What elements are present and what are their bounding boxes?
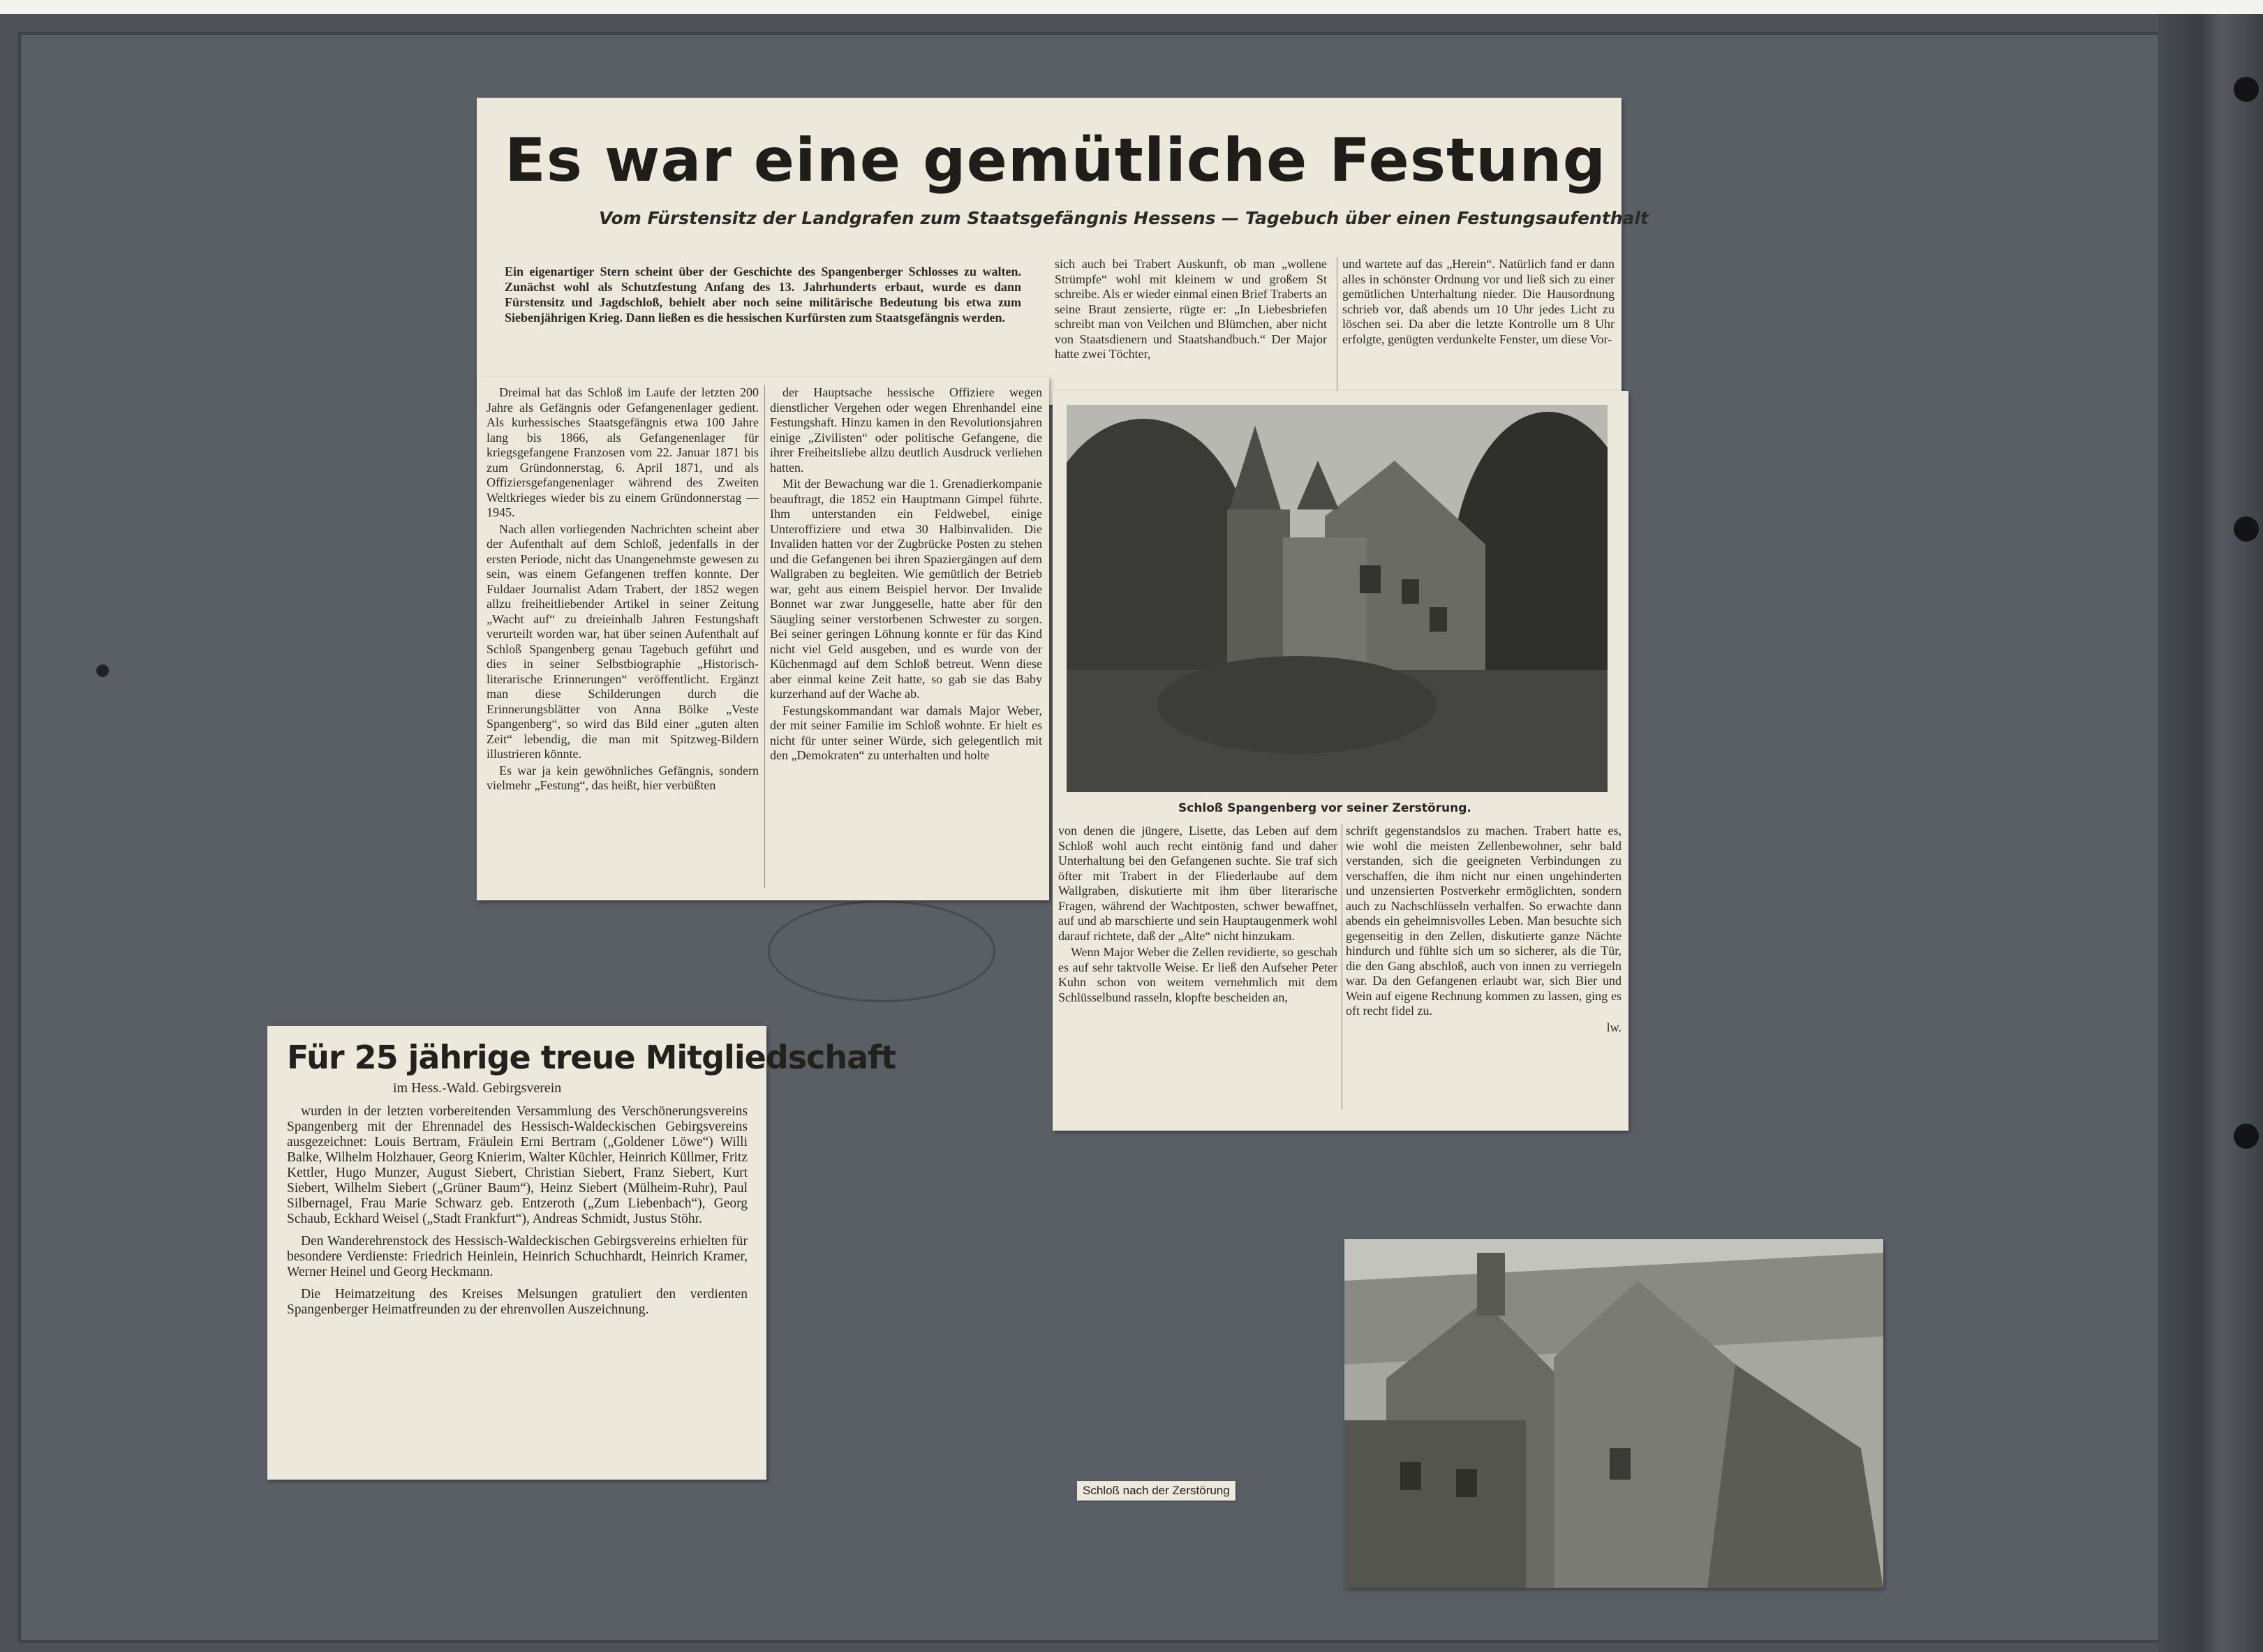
article-column-3-bottom [1058,824,1337,1006]
article-signature: lw. [1606,1020,1622,1034]
castle-photo [1067,405,1608,792]
article-column-1 [487,385,759,795]
article-subheadline: Vom Fürstensitz der Landgrafen zum Staatsgefängnis Hessens — Tagebuch über einen Festungsaufenthalt [599,208,1649,228]
album-spine [2158,14,2263,1652]
castle-photo-image [1067,405,1608,792]
column-1-paragraph: Es war ja kein gewöhnliches Gefängnis, sondern vielmehr „Festung“, das heißt, hier verbüßten [487,763,759,792]
binder-hole [2234,77,2259,102]
column-3-paragraph: von denen die jüngere, Lisette, das Leben auf dem Schloß wohl auch recht eintönig fand und daher Unterhaltung bei den Gefangenen suchte. Sie traf sich öfter mit Trabert in der Fliederlaube auf dem Wallgraben, diskutierte mit ihm über literarische Fragen, während der Wachtposten, schwer bewaffnet, auf und ab marschierte und sein Hauptaugenmerk wohl darauf richtete, daß der „Alte“ nicht hinzukam. [1058,824,1337,943]
article-column-4-top: und wartete auf das „Herein“. Natürlich fand er dann alles in schönster Ordnung vor und ließ sich zu einer gemütlichen Unterhaltung nieder. Die Hausordnung schrieb vor, daß abends um 10 Uhr jedes Licht zu löschen sei. Da aber die letzte Kontrolle um 8 Uhr erfolgte, genügten verdunkelte Fenster, um diese Vor- [1342,257,1615,346]
column-4-paragraph: schrift gegenstandslos zu machen. Trabert hatte es, wie wohl die meisten Zellenbewohner, sehr bald verstanden, sich die geeigneten Verbindungen zu verschaffen, die ihm nicht nur einen ungehinderten und unzensierten Postverkehr ermöglichten, sondern auch zu Nachschlüsseln verhalfen. So erwachte dann abends ein geheimnisvolles Leben. Man besuchte sich gegenseitig in den Zellen, diskutierte ganze Nächte hindurch und fühlte sich um so sicherer, als die Tür, die den Gang abschloß, auch von innen zu verriegeln war. Da den Gefangenen erlaubt war, sich Bier und Wein auf eigene Rechnung kommen zu lassen, ging es oft recht fidel zu. [1346,824,1622,1018]
article-clipping-columns [477,377,1049,900]
article-clipping-photo-section [1053,391,1628,1131]
column-rule [764,385,765,888]
article-intro: Ein eigenartiger Stern scheint über der Geschichte des Spangenberger Schlosses zu walten. Zunächst wohl als Schutzfestung Anfang des 13. Jahrhunderts erbaut, wurde es dann Fürstensitz und Jagdschloß, behielt aber noch seine militärische Bedeutung bis etwa zum Siebenjährigen Krieg. Dann ließen es die hessischen Kurfürsten zum Staatsgefängnis werden. [505,265,1021,325]
binder-hole [2234,516,2259,542]
article-column-2 [770,385,1042,765]
membership-clipping [267,1026,896,1480]
column-1-paragraph: Dreimal hat das Schloß im Laufe der letzten 200 Jahre als Gefängnis oder Gefangenenlager gedient. Als kurhessisches Staatsgefängnis etwa 100 Jahre lang bis 1866, als Gefangenenlager für kriegsgefangene Franzosen vom 22. Januar 1871 bis zum Gründonnerstag, 6. April 1871, und als Offiziersgefangenenlager während des Zweiten Weltkrieges wieder bis zu einem Gründonnerstag — 1945. [487,385,759,519]
pin-mark [96,664,109,677]
ruin-photo-image [1344,1239,1883,1588]
column-2-paragraph: Festungskommandant war damals Major Weber, der mit seiner Familie im Schloß wohnte. Er hielt es nicht für unter seiner Würde, sich gelegentlich mit den „Demokraten“ zu unterhalten und holte [770,703,1042,762]
column-2-paragraph: der Hauptsache hessische Offiziere wegen dienstlicher Vergehen oder wegen Ehrenhandel eine Festungshaft. Hinzu kamen in den Revolutionsjahren einige „Zivilisten“ oder politische Gefangene, die ihrer Freiheitsliebe allzu deutlich Ausdruck verliehen hatten. [770,385,1042,475]
membership-paragraph: Die Heimatzeitung des Kreises Melsungen gratuliert den verdienten Spangenberger Heimatfreunden zu der ehrenvollen Auszeichnung. [287,1287,748,1317]
article-headline: Es war eine gemütliche Festung [505,126,1607,195]
membership-title: Für 25 jährige treue Mitgliedschaft [287,1039,896,1076]
article-column-3-top: sich auch bei Trabert Auskunft, ob man „wollene Strümpfe“ wohl mit kleinem w und großem St schreibe. Als er wieder einmal einen Brief Traberts an seine Braut zensierte, rügte er: „In Liebesbriefen schreibt man von Veilchen und Blümchen, aber nicht von Staatsdienern und Staatshandbuch.“ Der Major hatte zwei Töchter, [1055,257,1327,361]
castle-photo-caption: Schloß Spangenberg vor seiner Zerstörung. [1178,801,1471,815]
stain-mark [768,900,995,1002]
column-3-paragraph: Wenn Major Weber die Zellen revidierte, so geschah es auf sehr taktvolle Weise. Er ließ den Aufseher Peter Kuhn schon von weitem vernehmlich mit dem Schlüsselbund rasseln, klopfte bescheiden an, [1058,945,1337,1004]
article-clipping-header [477,98,1649,405]
binder-hole [2234,1124,2259,1149]
membership-paragraph: Den Wanderehrenstock des Hessisch-Waldeckischen Gebirgsvereins erhielten für besondere Verdienste: Friedrich Heinlein, Heinrich Schuchhardt, Heinrich Kramer, Werner Heinel und Georg Heckmann. [287,1234,748,1279]
ruin-photo-clipping [1344,1239,1883,1588]
membership-subtitle: im Hess.-Wald. Gebirgsverein [393,1080,562,1096]
ruin-photo-label: Schloß nach der Zerstörung [1077,1481,1236,1501]
column-2-paragraph: Mit der Bewachung war die 1. Grenadierkompanie beauftragt, die 1852 ein Hauptmann Gimpel führte. Ihm unterstanden ein Feldwebel, einige Unteroffiziere und etwa 30 Halbinvaliden. Die Invaliden hatten vor der Zugbrücke Posten zu stehen und die Gefangenen bei ihren Spaziergängen auf dem Wallgraben zu begleiten. Wie gemütlich der Betrieb war, geht aus einem Beispiel hervor. Der Invalide Bonnet war zwar Junggeselle, hatte aber für den Säugling seiner verstorbenen Schwester zu sorgen. Bei seiner geringen Löhnung konnte er für das Kind nicht viel Geld ausgeben, und es wurde von der Küchenmagd auf dem Schloß betreut. Wenn diese aber einmal keine Zeit hatte, so gab sie das Baby kurzerhand auf der Wache ab. [770,477,1042,701]
membership-paragraph: wurden in der letzten vorbereitenden Versammlung des Verschönerungsvereins Spangenberg mit der Ehrennadel des Hessisch-Waldeckischen Gebirgsvereins ausgezeichnet: Louis Bertram, Fräulein Erni Bertram („Goldener Löwe“) Willi Balke, Wilhelm Holzhauer, Georg Knierim, Walter Küchler, Heinrich Küllmer, Fritz Kettler, Hugo Munzer, August Siebert, Christian Siebert, Franz Siebert, Kurt Siebert, Wilhelm Siebert („Grüner Baum“), Heinz Siebert (Mülheim-Ruhr), Paul Silbernagel, Frau Marie Schwarz geb. Entzeroth („Zum Liebenbach“), Georg Schaub, Eckhard Weisel („Stadt Frankfurt“), Andreas Schmidt, Justus Stöhr. [287,1104,748,1226]
column-1-paragraph: Nach allen vorliegenden Nachrichten scheint aber der Aufenthalt auf dem Schloß, jedenfalls in der ersten Periode, nicht das Unangenehmste gewesen zu sein, was einem Gefangenen treffen konnte. Der Fuldaer Journalist Adam Trabert, der 1852 wegen allzu freiheitliebender Artikel in seiner Zeitung „Wacht auf“ zu dreieinhalb Jahren Festungshaft verurteilt worden war, hat über seinen Aufenthalt auf Schloß Spangenberg genau Tagebuch geführt und dies in seiner Selbstbiographie „Historisch-literarische Erinnerungen“ veröffentlicht. Ergänzt man diese Schilderungen durch die Erinnerungsblätter von Anna Bölke „Veste Spangenberg“, so wird das Bild einer „guten alten Zeit“ lebendig, die man mit Spitzweg-Bildern illustrieren könnte. [487,521,759,761]
membership-body [287,1104,748,1325]
article-column-4-bottom [1346,824,1622,1036]
